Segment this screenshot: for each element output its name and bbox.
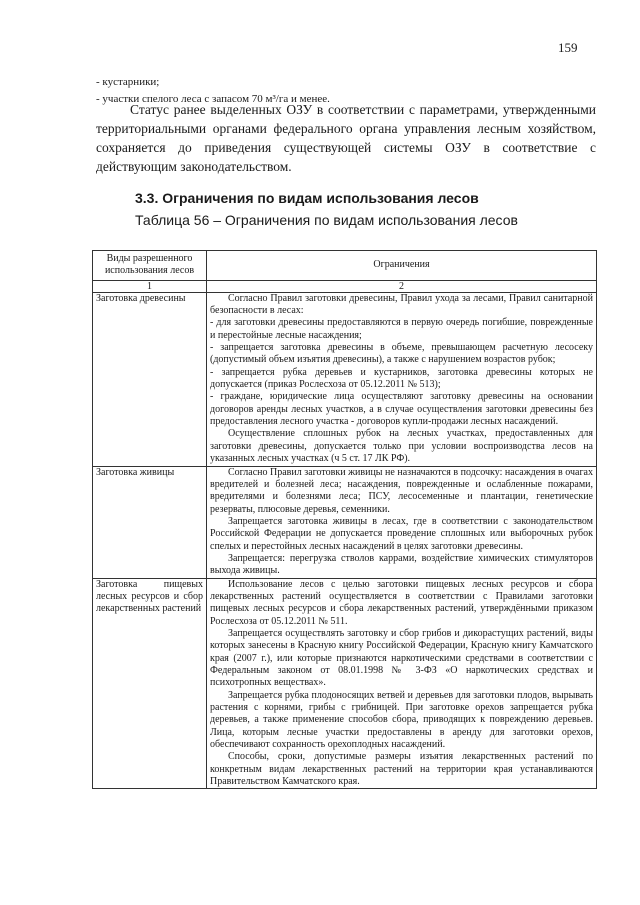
table-body: [93, 292, 597, 789]
restriction-paragraph: - для заготовки древесины предоставляются в первую очередь погибшие, поврежденные и перестойные лесные насаждения;: [210, 317, 593, 341]
status-paragraph: Статус ранее выделенных ОЗУ в соответствии с параметрами, утвержденными территориальными органами федерального органа управления лесным хозяйством, сохраняется до приведения существующей системы ОЗУ в соответствие с действующим законодательством.: [96, 102, 596, 174]
restrictions-cell: [207, 466, 597, 578]
column-number-row: [93, 280, 597, 292]
table-row: [93, 578, 597, 789]
section-heading: 3.3. Ограничения по видам использования лесов: [135, 190, 479, 206]
restriction-paragraph: Осуществление сплошных рубок на лесных участках, предоставленных для заготовки древесины, допускается только при условии воспроизводства лесов на указанных лесных участках (ч 5 ст. 17 ЛК РФ).: [210, 428, 593, 465]
restriction-paragraph: Запрещается заготовка живицы в лесах, где в соответствии с законодательством Российской Федерации не допускается проведение сплошных или выборочных рубок спелых и перестойных лесных насаждений в целях заготовки древесины.: [210, 515, 593, 552]
column-number: 2: [207, 280, 597, 292]
list-item: - участки спелого леса с запасом 70 м³/га и менее.: [96, 93, 330, 105]
table-header-row: [93, 251, 597, 281]
restriction-paragraph: - запрещается заготовка древесины в объеме, превышающем расчетную лесосеку (допустимый объем изъятия древесины), а также с нарушением возрастов рубок;: [210, 342, 593, 366]
header-restrictions: Ограничения: [207, 251, 597, 281]
restriction-paragraph: - запрещается рубка деревьев и кустарников, заготовка древесины которых не допускается (приказ Рослесхоза от 05.12.2011 № 513);: [210, 366, 593, 391]
restrictions-cell: [207, 578, 597, 789]
use-type-cell: Заготовка живицы: [93, 466, 207, 578]
restriction-paragraph: Согласно Правил заготовки живицы не назначаются в подсочку: насаждения в очагах вредителей и болезней леса; насаждения, поврежденные и ослабленные пожарами, вредителями и болезнями леса; ПСУ, лесосеменные и плантации, генетические резерваты, плюсовые деревья, семенники.: [210, 466, 593, 515]
restriction-paragraph: Способы, сроки, допустимые размеры изъятия лекарственных растений по конкретным видам лекарственных растений на территории края устанавливаются Правительством Камчатского края.: [210, 751, 593, 788]
column-number: 1: [93, 280, 207, 292]
restrictions-table: [92, 250, 597, 789]
restriction-paragraph: Запрещается: перегрузка стволов каррами, воздействие химических стимуляторов выхода живицы.: [210, 552, 593, 577]
table-row: [93, 466, 597, 578]
header-use-types: Виды разрешенного использования лесов: [93, 251, 207, 281]
restriction-paragraph: Запрещается рубка плодоносящих ветвей и деревьев для заготовки плодов, вырывать растения с корнями, грибы с грибницей. При заготовке орехов запрещается рубка деревьев, а также применение способов сбора, приводящих к повреждению деревьев. Лица, которым лесные участки предоставлены в аренду для заготовки орехов, обеспечивают сохранность орехоплодных насаждений.: [210, 689, 593, 751]
restriction-paragraph: Запрещается осуществлять заготовку и сбор грибов и дикорастущих растений, виды которых занесены в Красную книгу Российской Федерации, Красную книгу Камчатского края (2007 г.), или которые признаются наркотическими средствами в соответствии с Федеральным законом от 08.01.1998 № 3-ФЗ «О наркотических средствах и психотропных веществах».: [210, 627, 593, 689]
restriction-paragraph: Использование лесов с целью заготовки пищевых лесных ресурсов и сбора лекарственных растений осуществляется в соответствии с Правилами заготовки пищевых лесных ресурсов и сбора лекарственных растений, утверждёнными приказом Рослесхоза от 05.12.2011 № 511.: [210, 578, 593, 627]
list-item: - кустарники;: [96, 76, 160, 88]
restriction-paragraph: Согласно Правил заготовки древесины, Правил ухода за лесами, Правил санитарной безопасности в лесах:: [210, 292, 593, 317]
restrictions-cell: [207, 292, 597, 466]
restriction-paragraph: - граждане, юридические лица осуществляют заготовку древесины на основании договоров аренды лесных участков, а в случае осуществления заготовки древесины без предоставления лесного участка - договоров купли-продажи лесных насаждений.: [210, 391, 593, 428]
table-caption: Таблица 56 – Ограничения по видам использования лесов: [135, 212, 518, 228]
use-type-cell: Заготовка пищевых лесных ресурсов и сбор лекарственных растений: [93, 578, 207, 789]
table-row: [93, 292, 597, 466]
use-type-cell: Заготовка древесины: [93, 292, 207, 466]
page-number: 159: [558, 40, 578, 55]
